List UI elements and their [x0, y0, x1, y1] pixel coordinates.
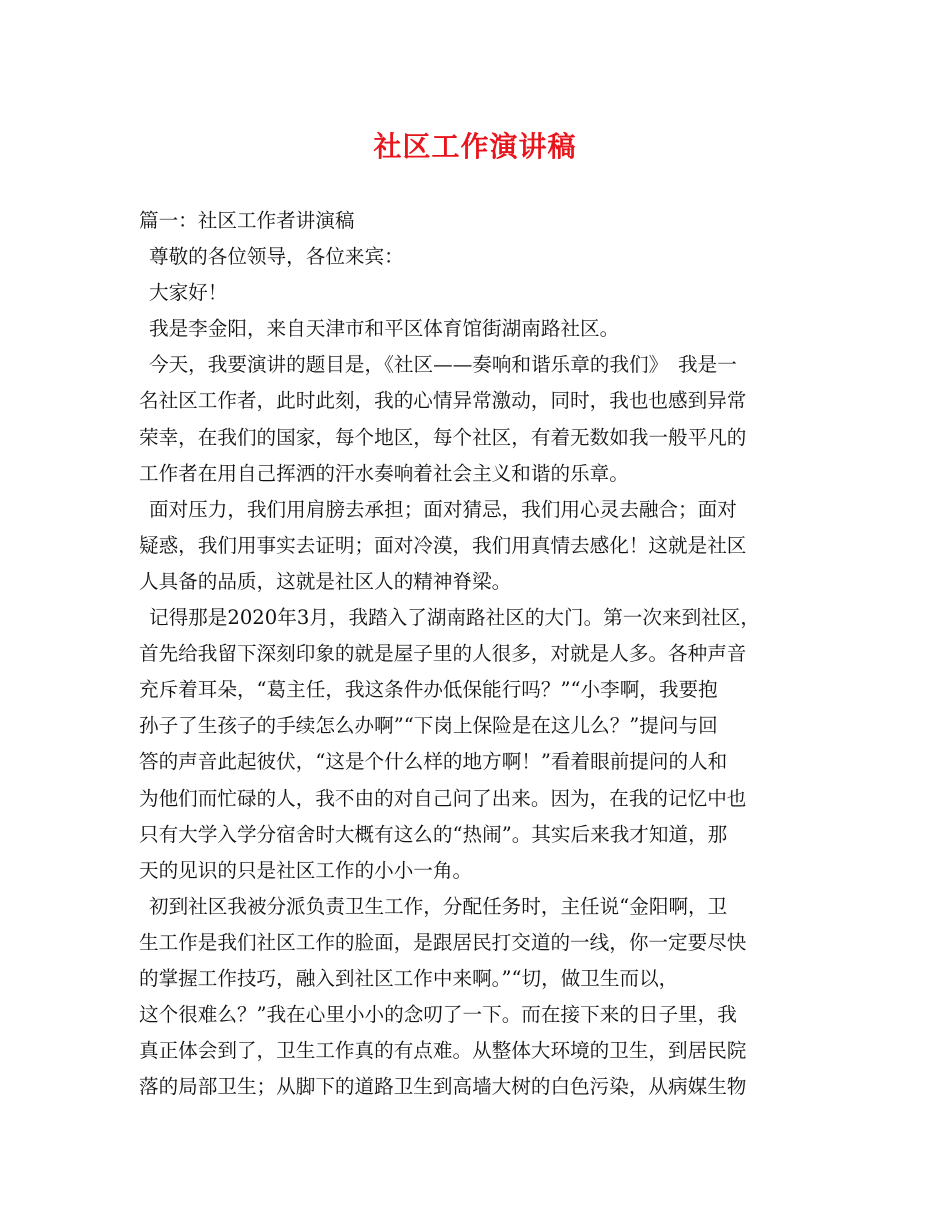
text-line: 生工作是我们社区工作的脸面，是跟居民打交道的一线，你一定要尽快 — [139, 930, 747, 954]
text-line: 篇一：社区工作者讲演稿 — [139, 209, 355, 232]
text-line: 记得那是2020年3月，我踏入了湖南路社区的大门。第一次来到社区， — [149, 606, 760, 630]
text-line: 初到社区我被分派负责卫生工作，分配任务时，主任说“金阳啊，卫 — [149, 894, 728, 918]
text-line: 落的局部卫生；从脚下的道路卫生到高墙大树的白色污染，从病媒生物 — [139, 1075, 747, 1099]
document-body — [139, 203, 829, 1105]
text-line: 疑惑，我们用事实去证明；面对冷漠，我们用真情去感化！这就是社区 — [139, 533, 747, 557]
text-line: 面对压力，我们用肩膀去承担；面对猜忌，我们用心灵去融合；面对 — [149, 497, 737, 521]
text-line: 天的见识的只是社区工作的小小一角。 — [139, 858, 473, 882]
text-line: 答的声音此起彼伏，“这是个什么样的地方啊！”看着眼前提问的人和 — [139, 750, 728, 774]
document-title: 社区工作演讲稿 — [373, 130, 577, 163]
text-line: 人具备的品质，这就是社区人的精神脊梁。 — [139, 569, 512, 593]
text-line: 我是李金阳，来自天津市和平区体育馆街湖南路社区。 — [149, 317, 620, 341]
text-line: 为他们而忙碌的人，我不由的对自己问了出来。因为，在我的记忆中也 — [139, 786, 747, 810]
text-line: 首先给我留下深刻印象的就是屋子里的人很多，对就是人多。各种声音 — [139, 642, 747, 666]
text-line: 大家好！ — [149, 281, 228, 305]
text-line: 真正体会到了，卫生工作真的有点难。从整体大环境的卫生，到居民院 — [139, 1039, 747, 1063]
text-line: 名社区工作者，此时此刻，我的心情异常激动，同时，我也也感到异常 — [139, 389, 747, 413]
text-line: 充斥着耳朵，“葛主任，我这条件办低保能行吗？”“小李啊，我要抱 — [139, 678, 718, 702]
text-line: 工作者在用自己挥洒的汗水奏响着社会主义和谐的乐章。 — [139, 461, 629, 485]
text-line: 孙子了生孩子的手续怎么办啊”“下岗上保险是在这儿么？”提问与回 — [139, 714, 718, 738]
text-line: 的掌握工作技巧，融入到社区工作中来啊。”“切，做卫生而以， — [139, 966, 679, 990]
text-line: 今天，我要演讲的题目是，《社区——奏响和谐乐章的我们》 我是一 — [149, 353, 737, 377]
text-line: 这个很难么？”我在心里小小的念叨了一下。而在接下来的日子里，我 — [139, 1003, 737, 1027]
text-line: 只有大学入学分宿舍时大概有这么的“热闹”。其实后来我才知道，那 — [139, 822, 728, 846]
text-line: 尊敬的各位领导，各位来宾： — [149, 245, 404, 269]
text-line: 荣幸，在我们的国家，每个地区，每个社区，有着无数如我一般平凡的 — [139, 425, 747, 449]
